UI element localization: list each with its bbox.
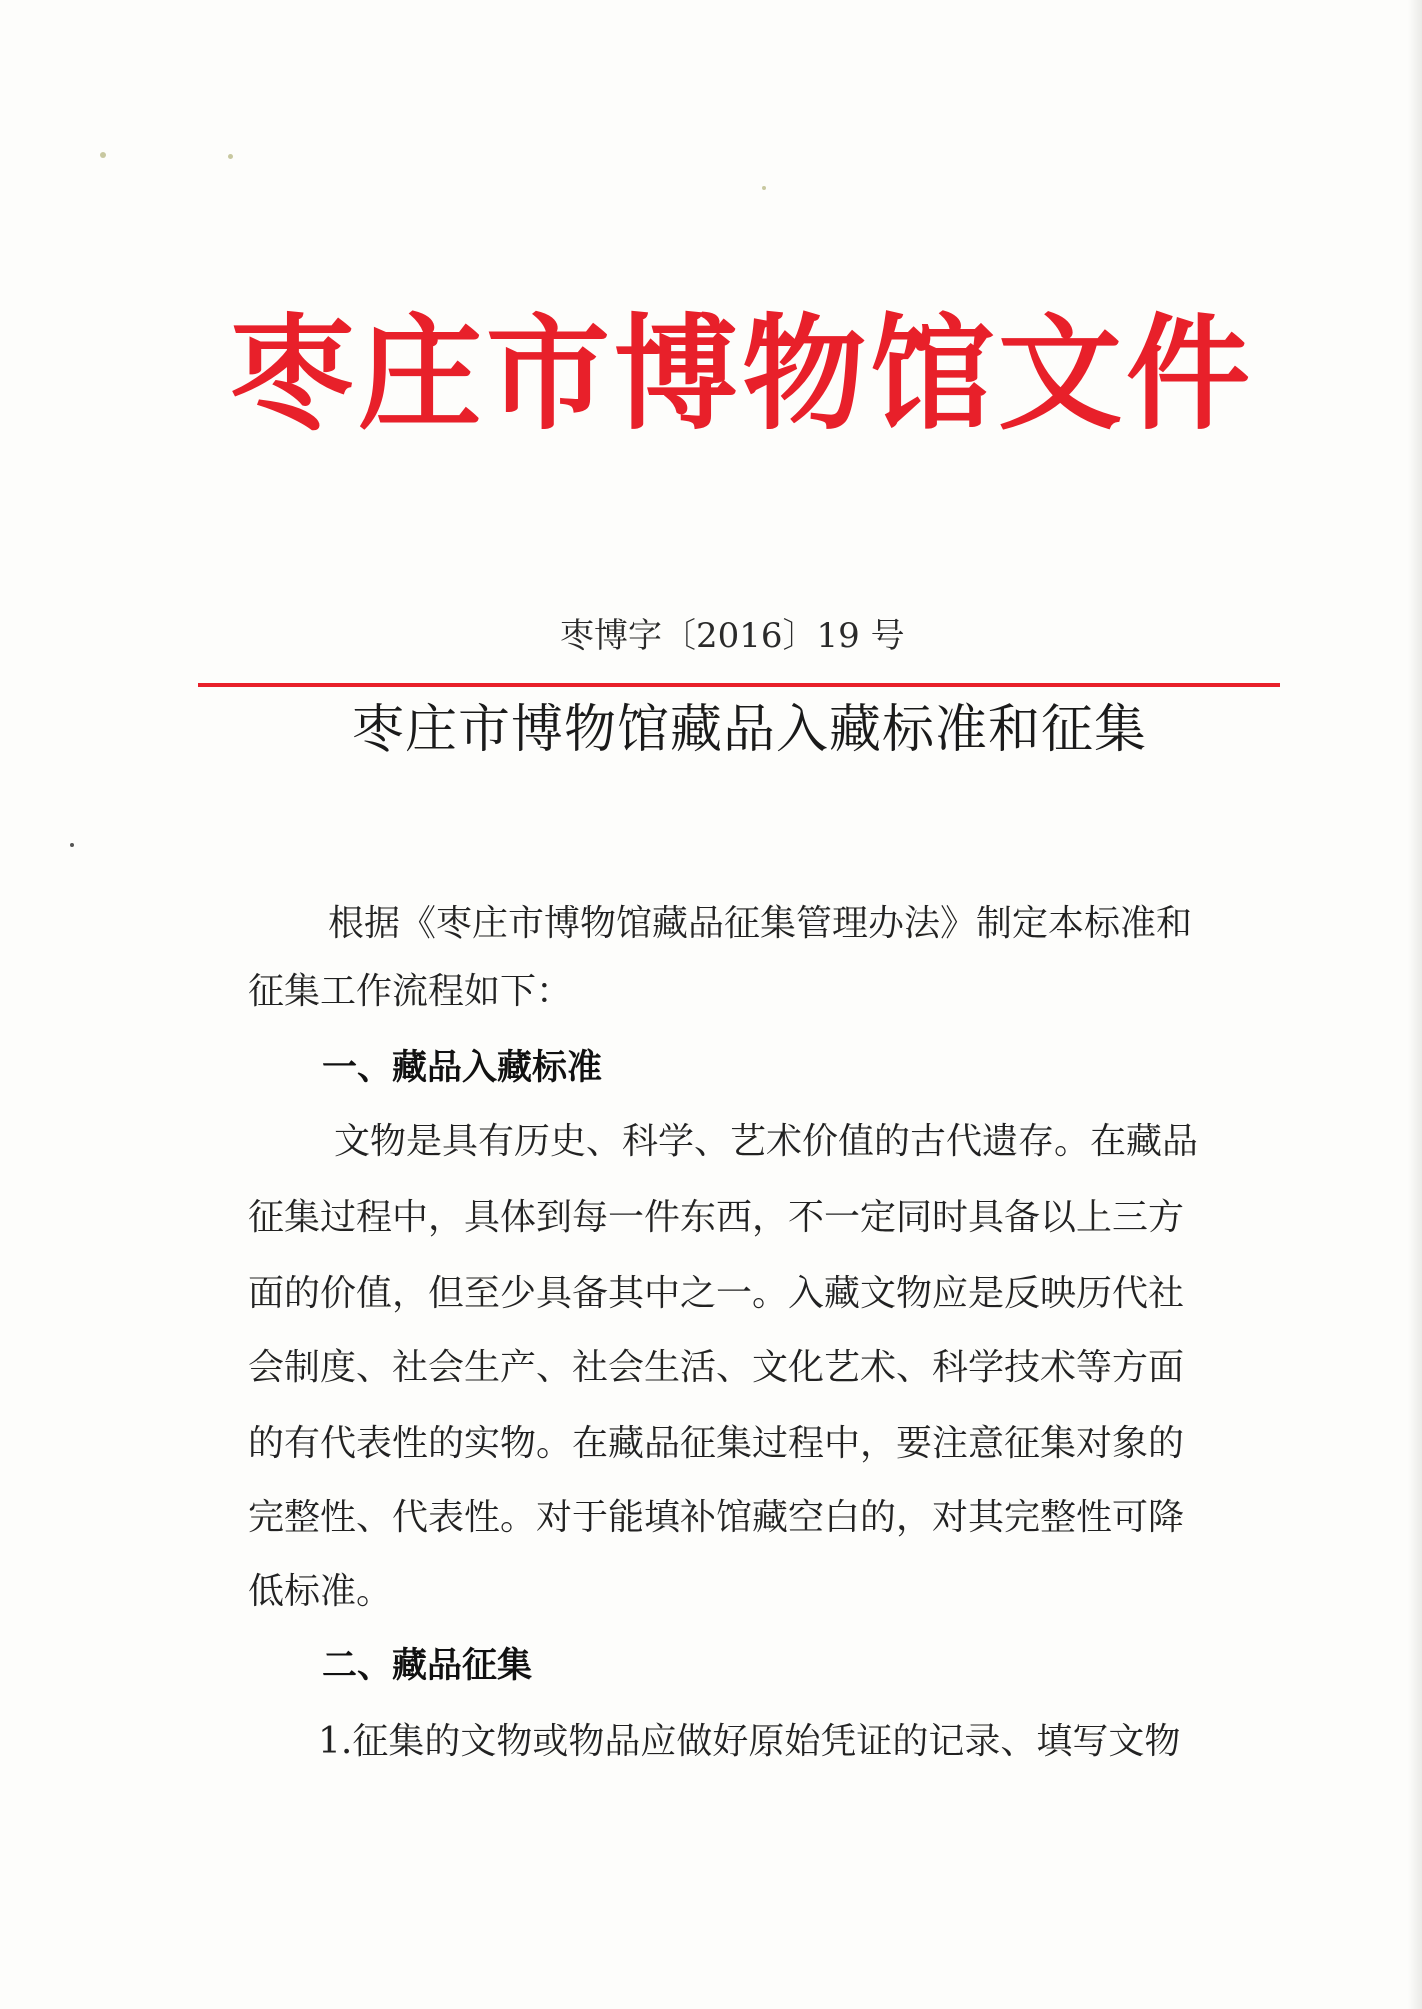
section1-line: 低标准。 bbox=[248, 1571, 393, 1612]
section1-line: 完整性、代表性。对于能填补馆藏空白的，对其完整性可降 bbox=[248, 1497, 1185, 1538]
section-heading-collection-standard: 一、藏品入藏标准 bbox=[322, 1048, 603, 1088]
scan-speck bbox=[100, 152, 106, 158]
intro-line: 根据《枣庄市博物馆藏品征集管理办法》制定本标准和 bbox=[328, 903, 1193, 944]
scan-speck bbox=[762, 186, 766, 190]
intro-line: 征集工作流程如下： bbox=[248, 971, 573, 1012]
red-separator-line bbox=[198, 683, 1280, 687]
section1-line: 文物是具有历史、科学、艺术价值的古代遗存。在藏品 bbox=[334, 1121, 1199, 1162]
document-title: 枣庄市博物馆藏品入藏标准和征集 bbox=[352, 700, 1148, 760]
issuer-header-title: 枣庄市博物馆文件 bbox=[230, 302, 1255, 447]
scan-speck bbox=[70, 843, 74, 847]
section1-line: 面的价值，但至少具备其中之一。入藏文物应是反映历代社 bbox=[248, 1273, 1185, 1314]
section1-line: 会制度、社会生产、社会生活、文化艺术、科学技术等方面 bbox=[248, 1347, 1185, 1388]
document-number: 枣博字〔2016〕19 号 bbox=[560, 616, 905, 656]
scan-edge-shadow bbox=[1408, 0, 1422, 2009]
section-heading-collection-acquisition: 二、藏品征集 bbox=[322, 1646, 533, 1686]
section2-line: 1.征集的文物或物品应做好原始凭证的记录、填写文物 bbox=[318, 1721, 1181, 1762]
section1-line: 征集过程中，具体到每一件东西，不一定同时具备以上三方 bbox=[248, 1197, 1185, 1238]
scan-speck bbox=[228, 154, 233, 159]
section1-line: 的有代表性的实物。在藏品征集过程中，要注意征集对象的 bbox=[248, 1423, 1185, 1464]
